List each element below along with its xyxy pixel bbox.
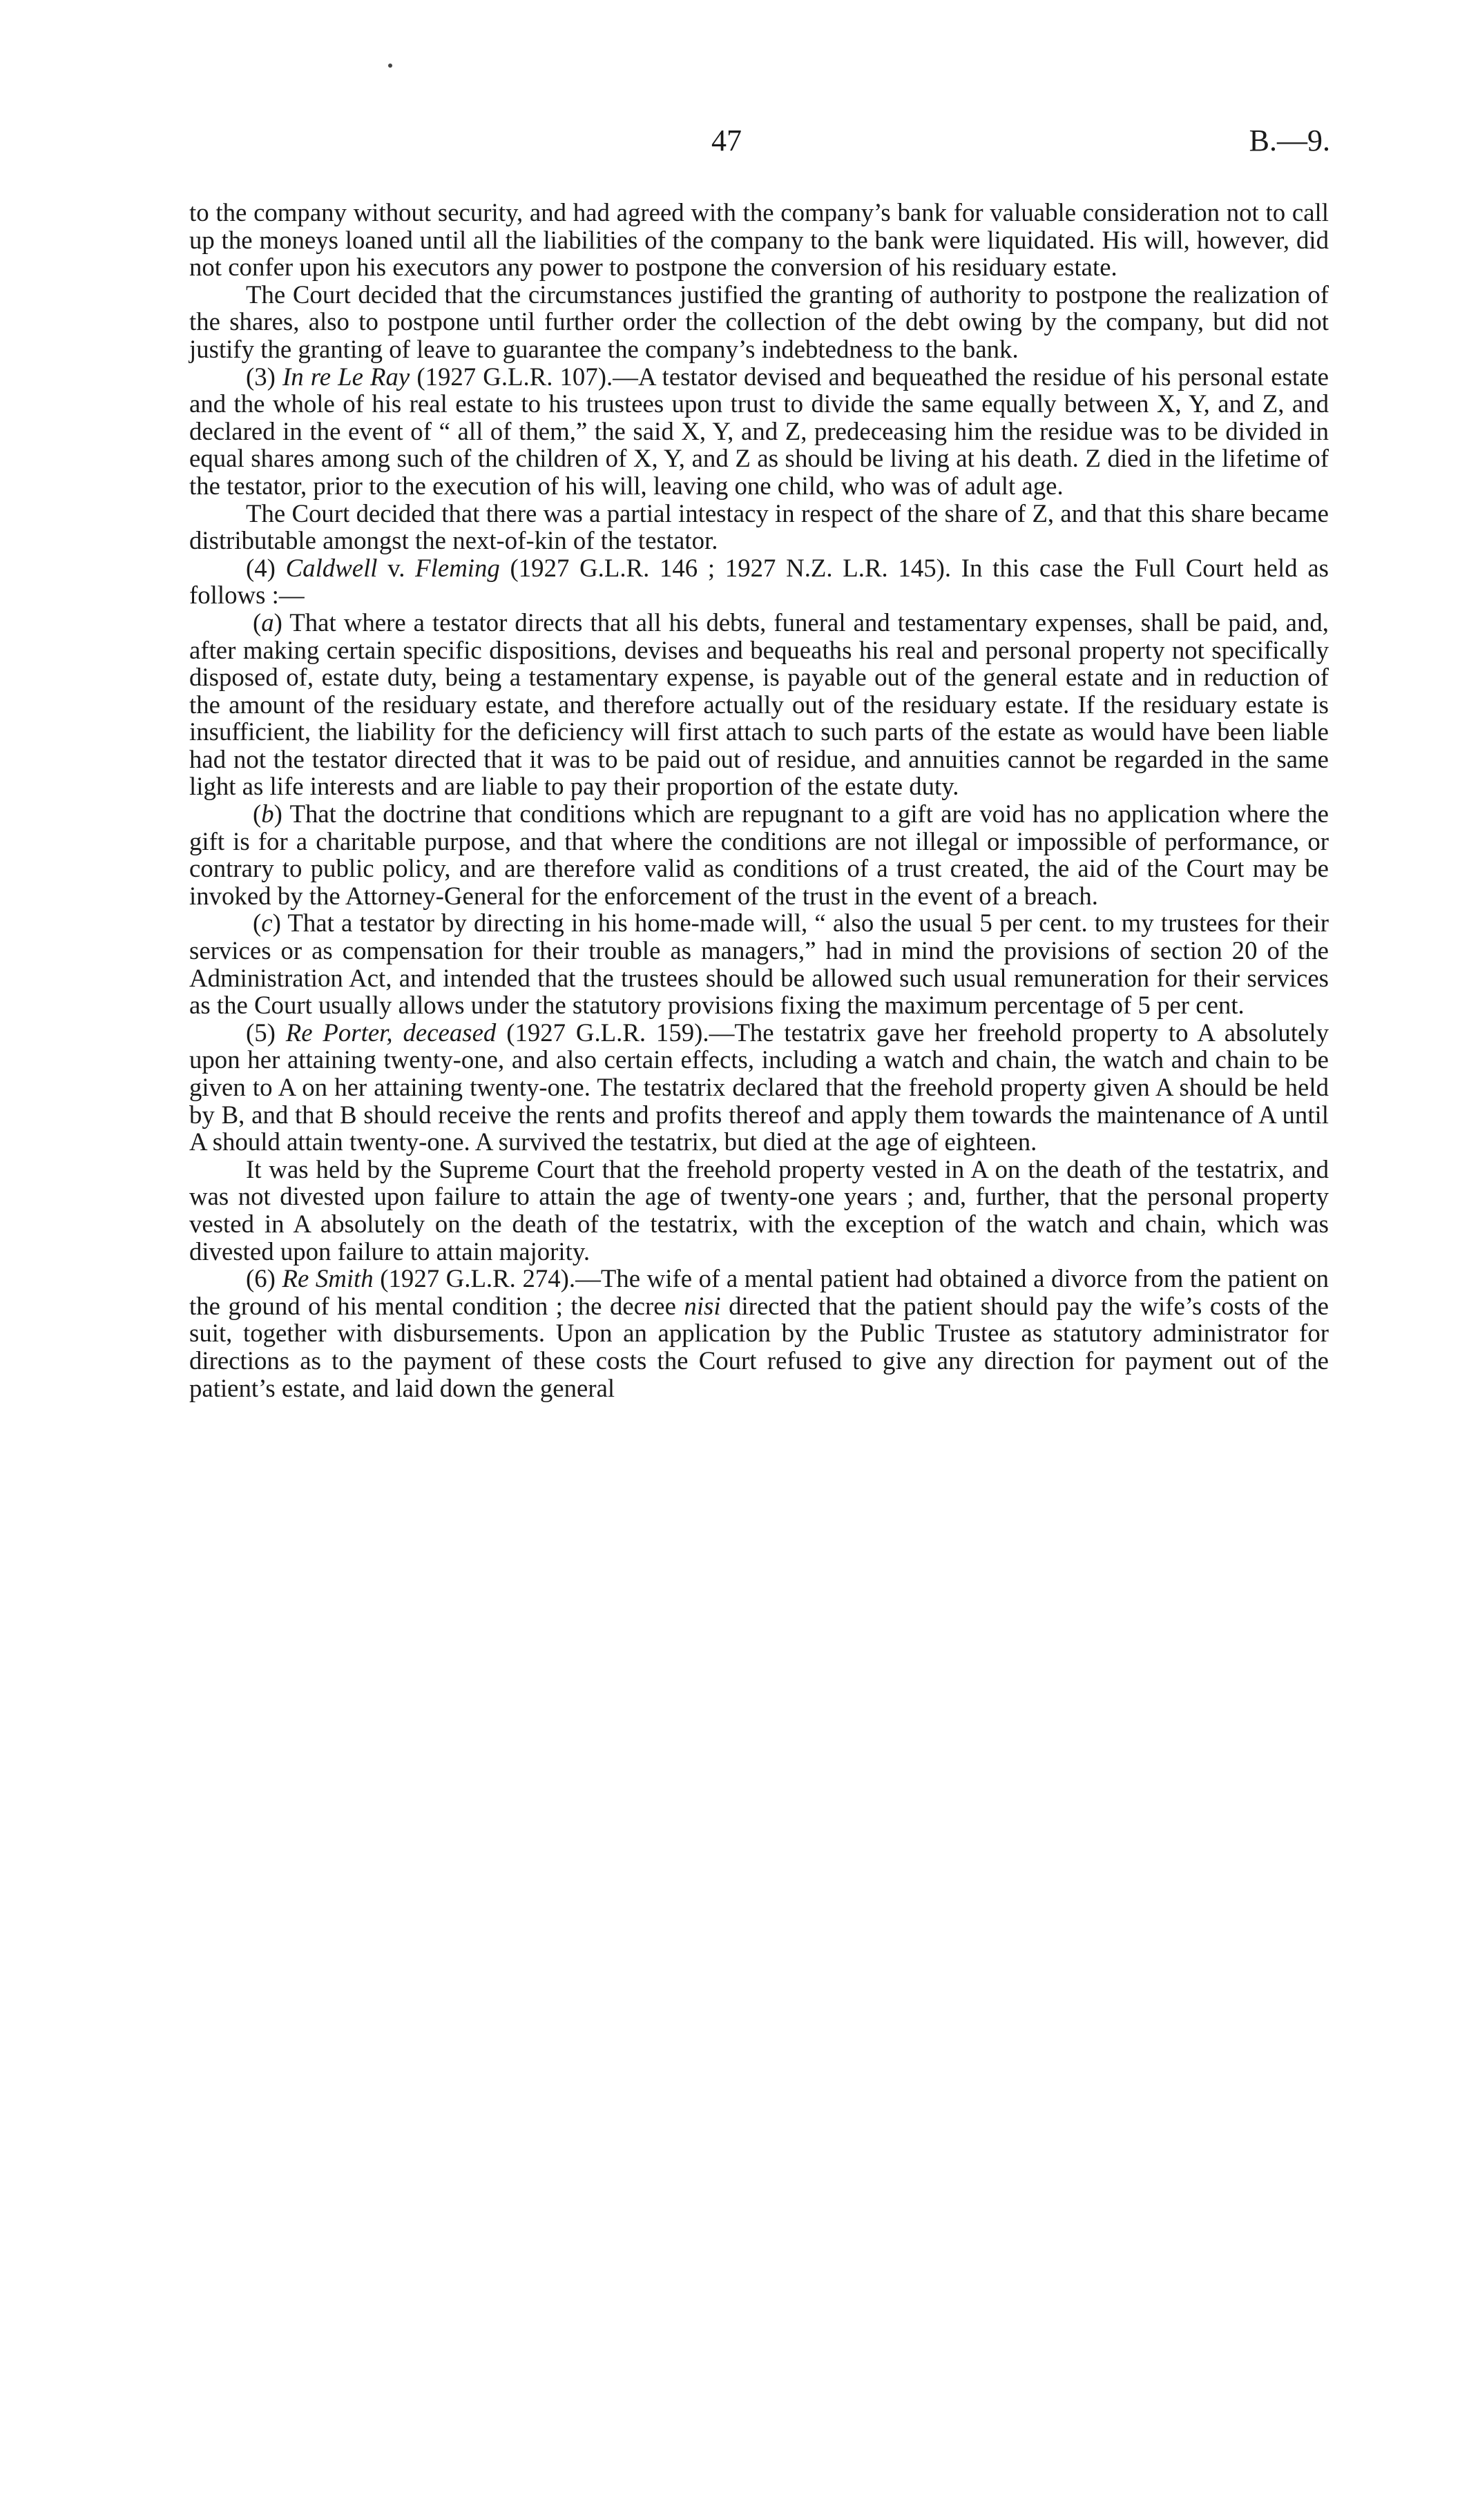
case-name-defendant: Fleming xyxy=(415,553,500,582)
paragraph-court-decision-3: It was held by the Supreme Court that the freehold property vested in A on the death of the testatrix, and was not divested upon failure to attain the age of twenty-one years ; and, further, that the personal property vested in A absolutely on the death of the testatrix, with the exception of the watch and chain, which was divested upon failure to attain majority. xyxy=(189,1154,1329,1266)
case-versus: v. xyxy=(387,553,405,582)
paragraph-continuation: to the company without security, and had agreed with the company’s bank for valuable consideration not to call up the moneys loaned until all the liabilities of the company to the bank were liquidated. His will, however, did not confer upon his executors any power to postpone the conversion of his residuary estate. xyxy=(189,198,1329,282)
stray-mark xyxy=(388,64,392,68)
paragraph-court-decision-2: The Court decided that there was a partial intestacy in respect of the share of Z, and that this share became distributable amongst the next-of-kin of the testator. xyxy=(189,498,1329,555)
paragraph-holding-b: (b) That the doctrine that conditions which are repugnant to a gift are void has no application where the gift is for a charitable purpose, and that where the conditions are not illegal or impossible of performance, or contrary to public policy, and are therefore valid as conditions of a trust created, the aid of the Court may be invoked by the Attorney-General for the enforcement of the trust in the event of a breach. xyxy=(189,799,1329,910)
body-text xyxy=(189,199,1329,1402)
paragraph-case-6: (6) Re Smith (1927 G.L.R. 274).—The wife of a mental patient had obtained a divorce from the patient on the ground of his mental condition ; the decree nisi directed that the patient should pay the wife’s costs of the suit, together with disbursements. Upon an application by the Public Trustee as statutory administrator for directions as to the payment of these costs the Court refused to give any direction for payment out of the patient’s estate, and laid down the general xyxy=(189,1264,1329,1402)
case-number: (6) xyxy=(246,1264,276,1293)
holding-label: c xyxy=(261,909,273,938)
paragraph-case-5: (5) Re Porter, deceased (1927 G.L.R. 159).—The testatrix gave her freehold property to A absolutely upon her attaining twenty-one, and also certain effects, including a watch and chain, the watch and chain to be given to A on her attaining twenty-one. The testatrix declared that the freehold property given A should be held by B, and that B should receive the rents and profits thereof and apply them towards the maintenance of A until A should attain twenty-one. A survived the testatrix, but died at the age of eighteen. xyxy=(189,1018,1329,1156)
paragraph-case-3: (3) In re Le Ray (1927 G.L.R. 107).—A testator devised and bequeathed the residue of his personal estate and the whole of his real estate to his trustees upon trust to divide the same equally between X, Y, and Z, and declared in the event of “ all of them,” the said X, Y, and Z, predeceasing him the residue was to be divided in equal shares among such of the children of X, Y, and Z as should be living at his death. Z died in the lifetime of the testator, prior to the execution of his will, leaving one child, who was of adult age. xyxy=(189,362,1329,500)
case-name: Re Smith xyxy=(282,1264,374,1293)
document-reference: B.—9. xyxy=(1249,124,1330,157)
holding-label: a xyxy=(261,608,274,637)
paragraph-court-decision-1: The Court decided that the circumstances justified the granting of authority to postpone the realization of the shares, also to postpone until further order the collection of the debt owing by the company, but did not justify the granting of leave to guarantee the company’s indebtedness to the bank. xyxy=(189,280,1329,363)
case-name: In re Le Ray xyxy=(282,362,410,391)
case-number: (4) xyxy=(246,553,276,582)
page-number: 47 xyxy=(711,124,742,157)
holding-label: b xyxy=(261,799,274,828)
page-header xyxy=(0,123,1460,164)
case-number: (5) xyxy=(246,1018,276,1047)
case-name-plaintiff: Caldwell xyxy=(285,553,378,582)
case-number: (3) xyxy=(246,362,276,391)
paragraph-holding-c: (c) That a testator by directing in his home-made will, “ also the usual 5 per cent. to my trustees for their services or as compensation for their trouble as managers,” had in mind the provisions of section 20 of the Administration Act, and intended that the trustees should be allowed such usual remuneration for their services as the Court usually allows under the statutory provisions fixing the maximum percentage of 5 per cent. xyxy=(189,909,1329,1020)
paragraph-case-4: (4) Caldwell v. Fleming (1927 G.L.R. 146 ; 1927 N.Z. L.R. 145). In this case the Full Court held as follows :— xyxy=(189,553,1329,610)
latin-term: nisi xyxy=(684,1291,721,1320)
paragraph-holding-a: (a) That where a testator directs that all his debts, funeral and testamentary expenses, shall be paid, and, after making certain specific dispositions, devises and bequeaths his real and personal property not specifically disposed of, estate duty, being a testamentary expense, is payable out of the general estate and in reduction of the amount of the residuary estate, and therefore actually out of the residuary estate. If the residuary estate is insufficient, the liability for the deficiency will first attach to such parts of the estate as would have been liable had not the testator directed that it was to be paid out of residue, and annuities cannot be regarded in the same light as life interests and are liable to pay their proportion of the estate duty. xyxy=(189,608,1329,801)
case-name: Re Porter, deceased xyxy=(285,1018,497,1047)
